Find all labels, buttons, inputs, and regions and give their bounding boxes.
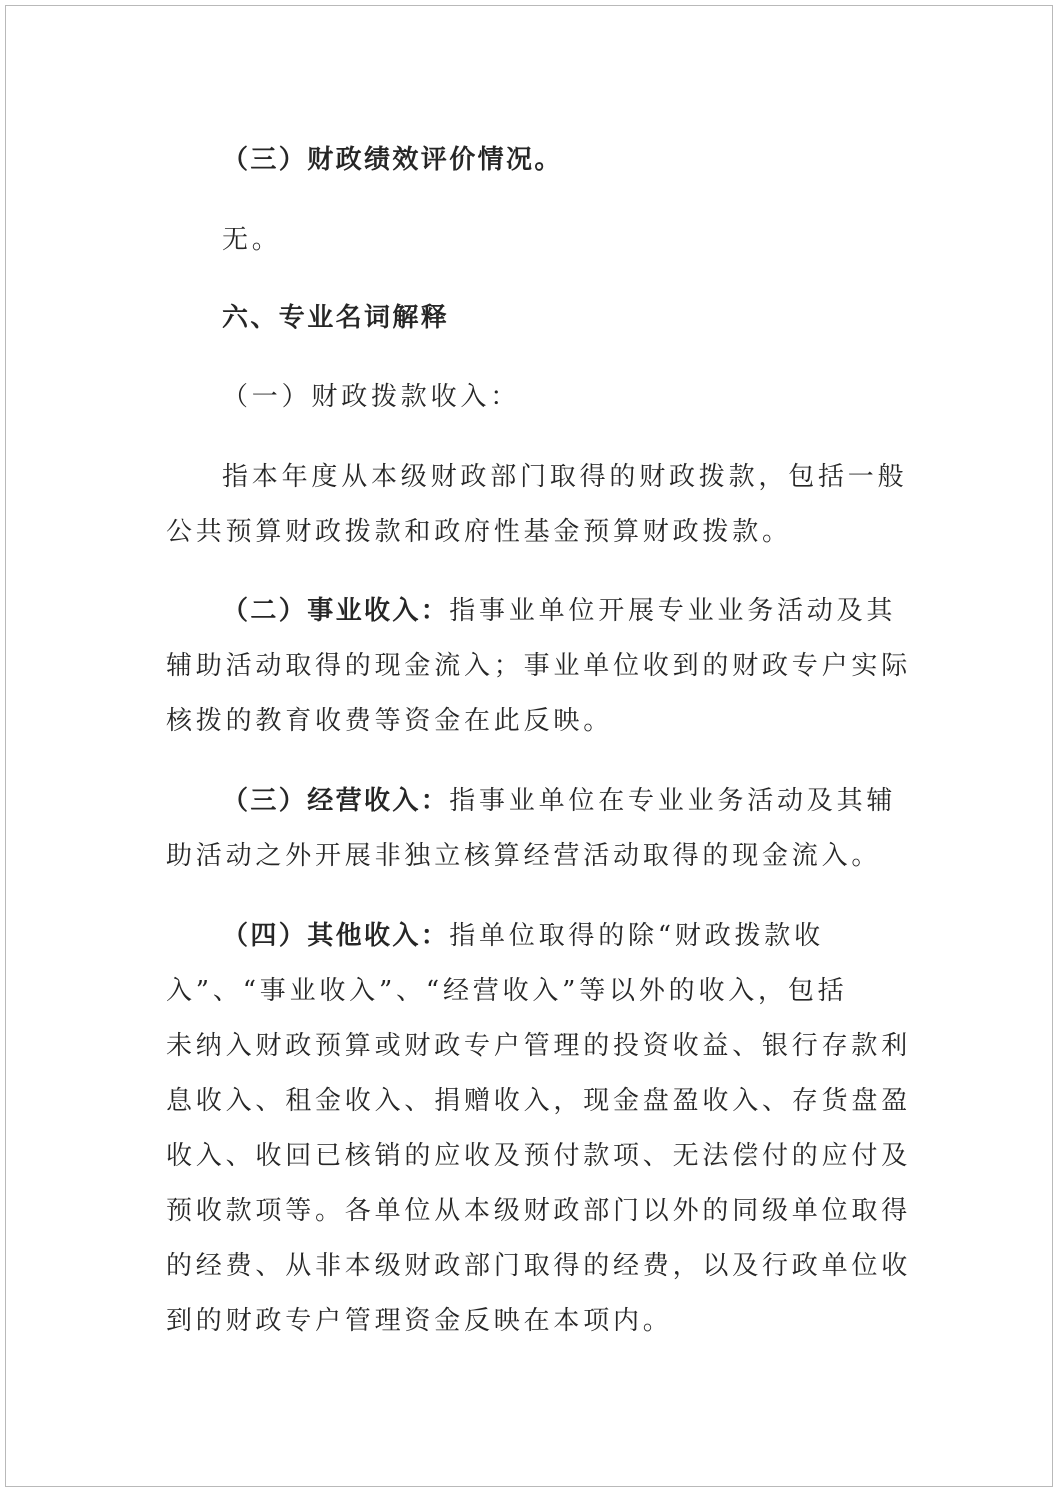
term-label: （二）事业收入： bbox=[222, 596, 450, 626]
paragraph-line: 收入、收回已核销的应收及预付款项、无法偿付的应付及 bbox=[166, 1141, 912, 1171]
paragraph-line: 预收款项等。各单位从本级财政部门以外的同级单位取得 bbox=[166, 1196, 912, 1226]
paragraph-line: 入”、“事业收入”、“经营收入”等以外的收入，包括 bbox=[166, 976, 848, 1006]
paragraph-line: 核拨的教育收费等资金在此反映。 bbox=[166, 706, 614, 736]
paragraph-line: （三）经营收入：指事业单位在专业业务活动及其辅 bbox=[222, 786, 897, 816]
paragraph-line: 辅助活动取得的现金流入；事业单位收到的财政专户实际 bbox=[166, 651, 912, 681]
term-label: （三）经营收入： bbox=[222, 786, 450, 816]
paragraph-line: 助活动之外开展非独立核算经营活动取得的现金流入。 bbox=[166, 841, 882, 871]
paragraph-line: 的经费、从非本级财政部门取得的经费，以及行政单位收 bbox=[166, 1251, 912, 1281]
paragraph-line: 息收入、租金收入、捐赠收入，现金盘盈收入、存货盘盈 bbox=[166, 1086, 912, 1116]
section-heading-terms: 六、专业名词解释 bbox=[222, 303, 450, 333]
paragraph-line: （二）事业收入：指事业单位开展专业业务活动及其 bbox=[222, 596, 897, 626]
term-label: （四）其他收入： bbox=[222, 921, 450, 951]
heading-performance-eval: （三）财政绩效评价情况。 bbox=[222, 145, 563, 175]
paragraph-line: （四）其他收入：指单位取得的除“财政拨款收 bbox=[222, 921, 824, 951]
paragraph-line: 指本年度从本级财政部门取得的财政拨款，包括一般 bbox=[222, 462, 908, 492]
paragraph-none: 无。 bbox=[222, 225, 282, 255]
paragraph-line: 到的财政专户管理资金反映在本项内。 bbox=[166, 1306, 673, 1336]
paragraph-line: 未纳入财政预算或财政专户管理的投资收益、银行存款利 bbox=[166, 1031, 912, 1061]
subheading-fiscal-appropriation: （一）财政拨款收入： bbox=[222, 382, 521, 412]
paragraph-line: 公共预算财政拨款和政府性基金预算财政拨款。 bbox=[166, 517, 792, 547]
